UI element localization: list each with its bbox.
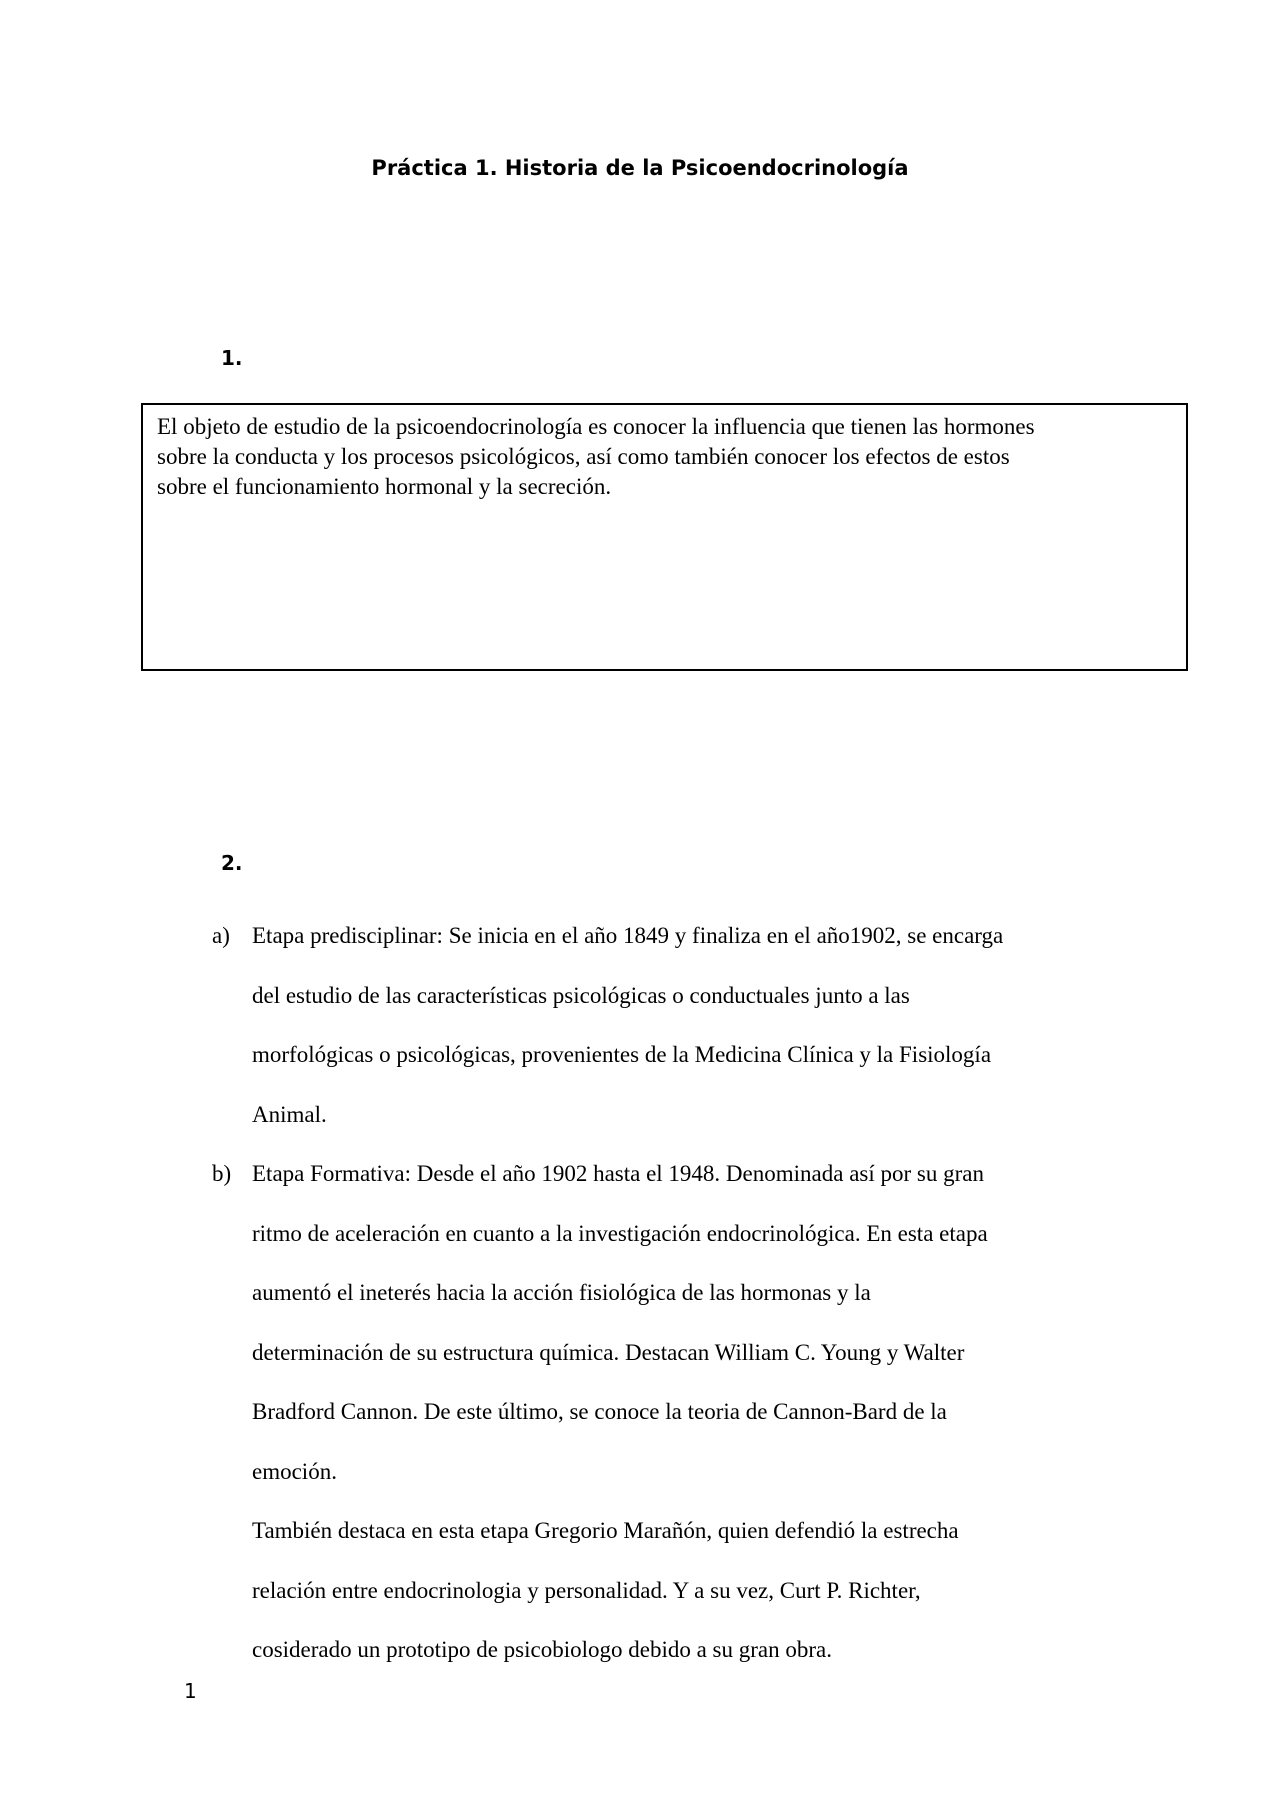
list-line: Bradford Cannon. De este último, se conoce la teoria de Cannon-Bard de la	[252, 1399, 947, 1424]
list-line: ritmo de aceleración en cuanto a la investigación endocrinológica. En esta etapa	[252, 1220, 988, 1246]
list-line: determinación de su estructura química. Destacan William C. Young y Walter	[252, 1339, 965, 1365]
answer-text	[157, 412, 1172, 502]
list-marker: a)	[212, 923, 230, 948]
list-line: Etapa predisciplinar: Se inicia en el año 1849 y finaliza en el año1902, se encarga	[252, 923, 1004, 948]
list-line: relación entre endocrinologia y personalidad. Y a su vez, Curt P. Richter,	[252, 1577, 921, 1603]
page-number: 1	[184, 1679, 197, 1703]
page-title: Práctica 1. Historia de la Psicoendocrinología	[371, 156, 909, 180]
list-line: Etapa Formativa: Desde el año 1902 hasta el 1948. Denominada así por su gran	[252, 1161, 984, 1186]
list-line: Animal.	[252, 1101, 327, 1127]
list-line: aumentó el ineterés hacia la acción fisiológica de las hormonas y la	[252, 1280, 871, 1305]
list-line: También destaca en esta etapa Gregorio Marañón, quien defendió la estrecha	[252, 1518, 959, 1543]
answer-box	[141, 403, 1188, 671]
question-2-number: 2.	[221, 851, 243, 875]
list-line: del estudio de las características psicológicas o conductuales junto a las	[252, 982, 910, 1008]
list-line: cosiderado un prototipo de psicobiologo debido a su gran obra.	[252, 1637, 832, 1662]
list-marker: b)	[212, 1161, 232, 1186]
question-1-number: 1.	[221, 346, 243, 370]
list-line: emoción.	[252, 1458, 337, 1484]
answer-line: sobre la conducta y los procesos psicológicos, así como también conocer los efectos de estos	[157, 444, 1010, 469]
list-item-a	[212, 906, 1142, 1144]
list-line: morfológicas o psicológicas, provenientes de la Medicina Clínica y la Fisiología	[252, 1042, 992, 1067]
stages-list	[212, 906, 1142, 1680]
answer-line: sobre el funcionamiento hormonal y la secreción.	[157, 474, 612, 499]
answer-line: El objeto de estudio de la psicoendocrinología es conocer la influencia que tienen las hormones	[157, 414, 1035, 439]
list-item-b	[212, 1144, 1142, 1680]
